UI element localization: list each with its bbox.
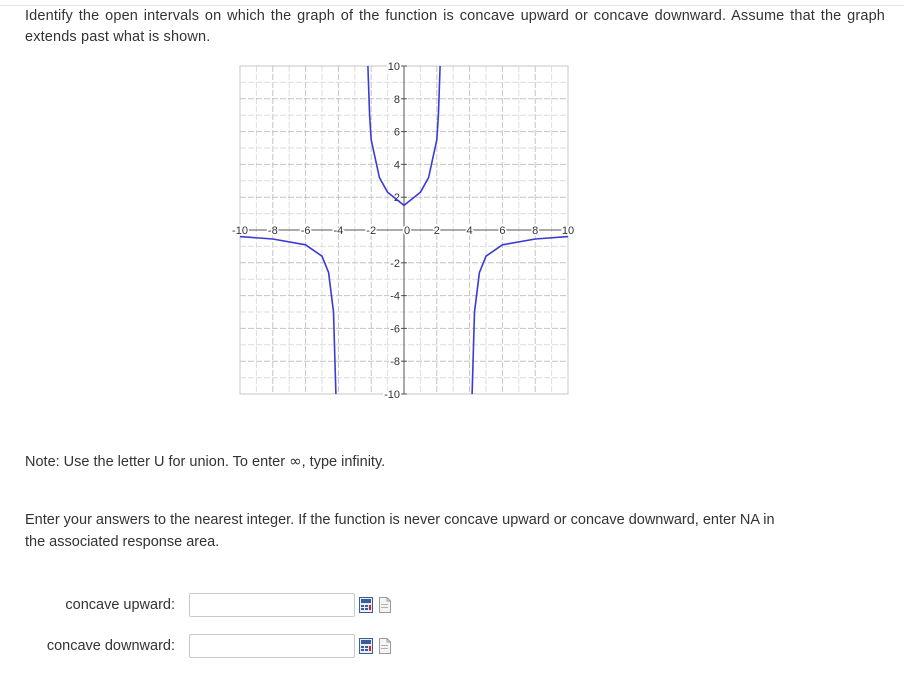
y-tick-label: 10 — [387, 61, 400, 73]
x-tick-label: 8 — [532, 225, 539, 237]
x-tick-label: -6 — [300, 225, 311, 237]
infinity-symbol: ∞ — [289, 452, 302, 470]
y-tick-label: 6 — [393, 126, 400, 139]
function-graph — [228, 58, 580, 410]
concave-upward-label: concave upward: — [65, 597, 175, 613]
y-tick-label: -10 — [384, 389, 400, 401]
document-icon[interactable] — [378, 638, 392, 654]
note-suffix: , type infinity. — [301, 454, 386, 470]
concave-downward-label: concave downward: — [46, 638, 175, 654]
x-tick-label: 2 — [433, 225, 440, 237]
concave-downward-input[interactable] — [189, 634, 355, 658]
y-tick-label: 2 — [393, 192, 400, 205]
y-tick-label: -8 — [390, 356, 400, 369]
y-tick-label: -2 — [390, 257, 400, 270]
x-tick-label: -4 — [333, 225, 344, 237]
equation-editor-icon[interactable] — [359, 638, 373, 654]
y-tick-label: 4 — [393, 159, 400, 172]
x-tick-label: -10 — [232, 225, 248, 237]
x-tick-label: 0 — [403, 225, 411, 237]
note-prefix: Note: Use the letter U for union. To enter — [25, 454, 290, 470]
note-text — [25, 452, 385, 470]
x-tick-label: 6 — [499, 225, 506, 237]
document-icon[interactable] — [378, 597, 392, 613]
x-tick-label: 4 — [466, 225, 473, 237]
instructions-text: Enter your answers to the nearest integer. If the function is never concave upward or concave downward, enter NA in the associated response area. — [25, 512, 775, 550]
x-tick-label: 10 — [561, 225, 575, 237]
question-text: Identify the open intervals on which the graph of the function is concave upward or concave downward. Assume that the graph extends past what is shown. — [25, 8, 885, 45]
y-tick-label: -6 — [390, 323, 400, 336]
x-tick-label: -2 — [366, 225, 377, 237]
y-tick-label: -4 — [390, 290, 400, 303]
equation-editor-icon[interactable] — [359, 597, 373, 613]
x-tick-label: -8 — [267, 225, 278, 237]
y-tick-label: 8 — [393, 93, 400, 106]
concave-upward-input[interactable] — [189, 593, 355, 617]
